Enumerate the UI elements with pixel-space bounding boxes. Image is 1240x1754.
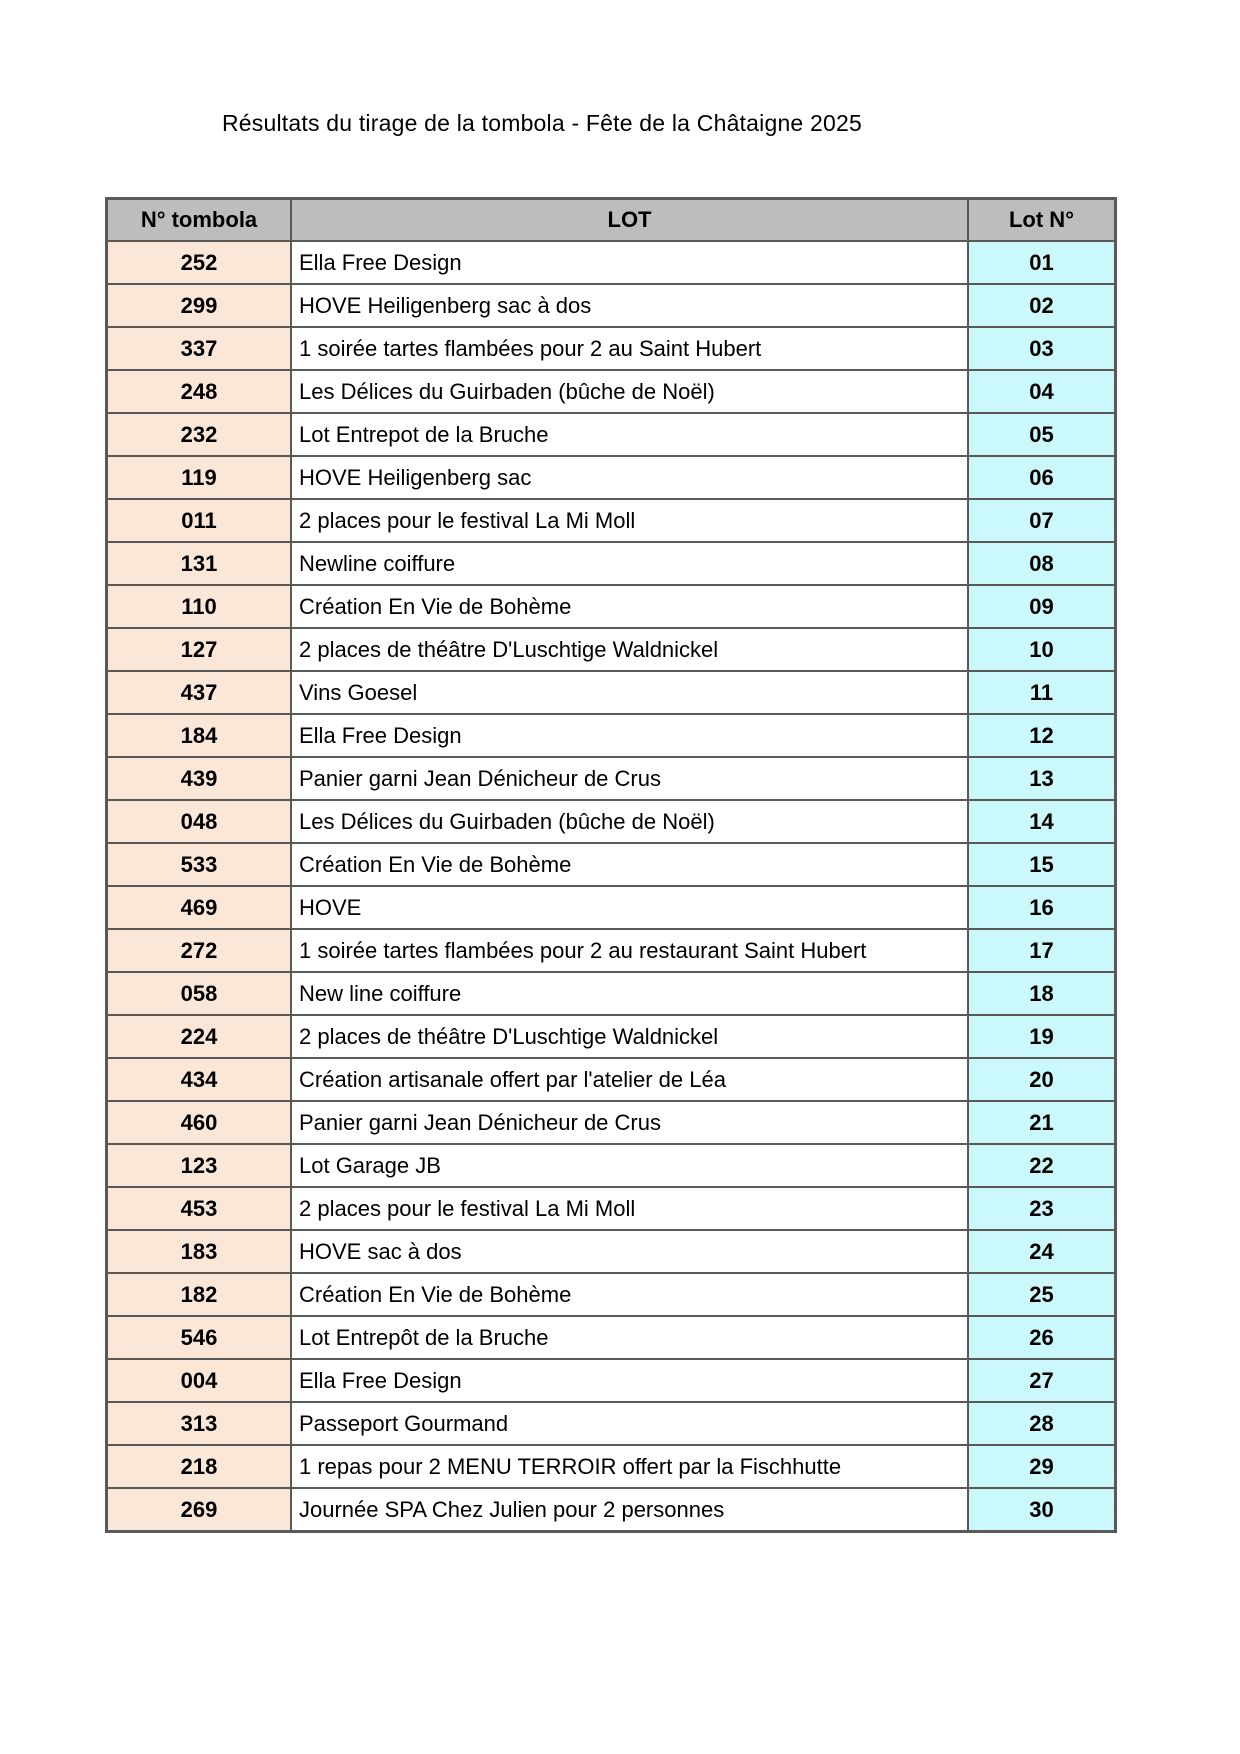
table-row [107,542,1116,585]
table-row [107,1015,1116,1058]
table-row [107,1058,1116,1101]
lot-cell: Les Délices du Guirbaden (bûche de Noël) [291,800,968,843]
ticket-cell: 123 [107,1144,292,1187]
ticket-cell: 218 [107,1445,292,1488]
lot-number-cell: 15 [968,843,1116,886]
lot-number-cell: 29 [968,1445,1116,1488]
lot-number-cell: 19 [968,1015,1116,1058]
tombola-results-table [105,197,1117,1533]
lot-cell: HOVE [291,886,968,929]
lot-cell: Lot Garage JB [291,1144,968,1187]
table-row [107,929,1116,972]
ticket-cell: 224 [107,1015,292,1058]
table-row [107,628,1116,671]
lot-cell: Passeport Gourmand [291,1402,968,1445]
table-row [107,886,1116,929]
lot-cell: Panier garni Jean Dénicheur de Crus [291,1101,968,1144]
lot-cell: Newline coiffure [291,542,968,585]
lot-number-cell: 20 [968,1058,1116,1101]
lot-number-cell: 10 [968,628,1116,671]
ticket-cell: 058 [107,972,292,1015]
lot-cell: 1 repas pour 2 MENU TERROIR offert par la Fischhutte [291,1445,968,1488]
lot-number-cell: 23 [968,1187,1116,1230]
page-title: Résultats du tirage de la tombola - Fête de la Châtaigne 2025 [222,110,862,136]
lot-cell: 2 places pour le festival La Mi Moll [291,499,968,542]
ticket-cell: 272 [107,929,292,972]
table-row [107,241,1116,284]
lot-cell: HOVE Heiligenberg sac à dos [291,284,968,327]
ticket-cell: 184 [107,714,292,757]
lot-number-cell: 16 [968,886,1116,929]
lot-cell: Lot Entrepôt de la Bruche [291,1316,968,1359]
lot-number-cell: 21 [968,1101,1116,1144]
table-row [107,585,1116,628]
lot-number-cell: 11 [968,671,1116,714]
table-row [107,456,1116,499]
lot-number-cell: 17 [968,929,1116,972]
lot-cell: Création artisanale offert par l'atelier de Léa [291,1058,968,1101]
ticket-cell: 183 [107,1230,292,1273]
lot-cell: HOVE Heiligenberg sac [291,456,968,499]
table-header-row [107,199,1116,242]
lot-cell: Journée SPA Chez Julien pour 2 personnes [291,1488,968,1532]
lot-cell: Ella Free Design [291,241,968,284]
lot-number-cell: 04 [968,370,1116,413]
ticket-cell: 127 [107,628,292,671]
ticket-cell: 434 [107,1058,292,1101]
table-row [107,1101,1116,1144]
table-row [107,1316,1116,1359]
ticket-cell: 131 [107,542,292,585]
lot-cell: 1 soirée tartes flambées pour 2 au restaurant Saint Hubert [291,929,968,972]
ticket-cell: 439 [107,757,292,800]
lot-number-cell: 12 [968,714,1116,757]
ticket-cell: 119 [107,456,292,499]
column-header-lot: LOT [291,199,968,242]
lot-number-cell: 22 [968,1144,1116,1187]
ticket-cell: 011 [107,499,292,542]
ticket-cell: 546 [107,1316,292,1359]
lot-cell: HOVE sac à dos [291,1230,968,1273]
ticket-cell: 182 [107,1273,292,1316]
lot-cell: Ella Free Design [291,714,968,757]
lot-cell: Création En Vie de Bohème [291,843,968,886]
lot-number-cell: 01 [968,241,1116,284]
lot-cell: Les Délices du Guirbaden (bûche de Noël) [291,370,968,413]
lot-cell: Création En Vie de Bohème [291,1273,968,1316]
lot-cell: 2 places de théâtre D'Luschtige Waldnickel [291,628,968,671]
table-row [107,1230,1116,1273]
lot-number-cell: 06 [968,456,1116,499]
lot-number-cell: 30 [968,1488,1116,1532]
table-row [107,1144,1116,1187]
ticket-cell: 469 [107,886,292,929]
lot-number-cell: 28 [968,1402,1116,1445]
table-row [107,499,1116,542]
table-row [107,1445,1116,1488]
lot-number-cell: 05 [968,413,1116,456]
table-row [107,671,1116,714]
ticket-cell: 252 [107,241,292,284]
ticket-cell: 337 [107,327,292,370]
lot-number-cell: 27 [968,1359,1116,1402]
lot-number-cell: 14 [968,800,1116,843]
table-row [107,714,1116,757]
table-row [107,284,1116,327]
ticket-cell: 269 [107,1488,292,1532]
lot-number-cell: 08 [968,542,1116,585]
document-page [105,0,1105,1533]
table-row [107,1488,1116,1532]
table-body [107,241,1116,1532]
lot-cell: Ella Free Design [291,1359,968,1402]
lot-number-cell: 18 [968,972,1116,1015]
table-row [107,1402,1116,1445]
table-row [107,370,1116,413]
lot-cell: Panier garni Jean Dénicheur de Crus [291,757,968,800]
lot-number-cell: 25 [968,1273,1116,1316]
lot-number-cell: 09 [968,585,1116,628]
table-row [107,413,1116,456]
table-row [107,972,1116,1015]
ticket-cell: 453 [107,1187,292,1230]
lot-cell: 1 soirée tartes flambées pour 2 au Saint Hubert [291,327,968,370]
lot-cell: New line coiffure [291,972,968,1015]
table-row [107,843,1116,886]
lot-number-cell: 07 [968,499,1116,542]
ticket-cell: 248 [107,370,292,413]
ticket-cell: 460 [107,1101,292,1144]
lot-number-cell: 13 [968,757,1116,800]
table-row [107,1187,1116,1230]
lot-number-cell: 02 [968,284,1116,327]
ticket-cell: 533 [107,843,292,886]
ticket-cell: 313 [107,1402,292,1445]
lot-number-cell: 03 [968,327,1116,370]
column-header-ticket: N° tombola [107,199,292,242]
ticket-cell: 232 [107,413,292,456]
lot-cell: Création En Vie de Bohème [291,585,968,628]
lot-cell: 2 places pour le festival La Mi Moll [291,1187,968,1230]
lot-cell: Lot Entrepot de la Bruche [291,413,968,456]
lot-cell: 2 places de théâtre D'Luschtige Waldnickel [291,1015,968,1058]
lot-cell: Vins Goesel [291,671,968,714]
ticket-cell: 048 [107,800,292,843]
ticket-cell: 004 [107,1359,292,1402]
table-row [107,1273,1116,1316]
lot-number-cell: 24 [968,1230,1116,1273]
table-row [107,327,1116,370]
lot-number-cell: 26 [968,1316,1116,1359]
table-row [107,800,1116,843]
ticket-cell: 437 [107,671,292,714]
ticket-cell: 299 [107,284,292,327]
table-row [107,1359,1116,1402]
table-header [107,199,1116,242]
table-row [107,757,1116,800]
column-header-lot-number: Lot N° [968,199,1116,242]
ticket-cell: 110 [107,585,292,628]
